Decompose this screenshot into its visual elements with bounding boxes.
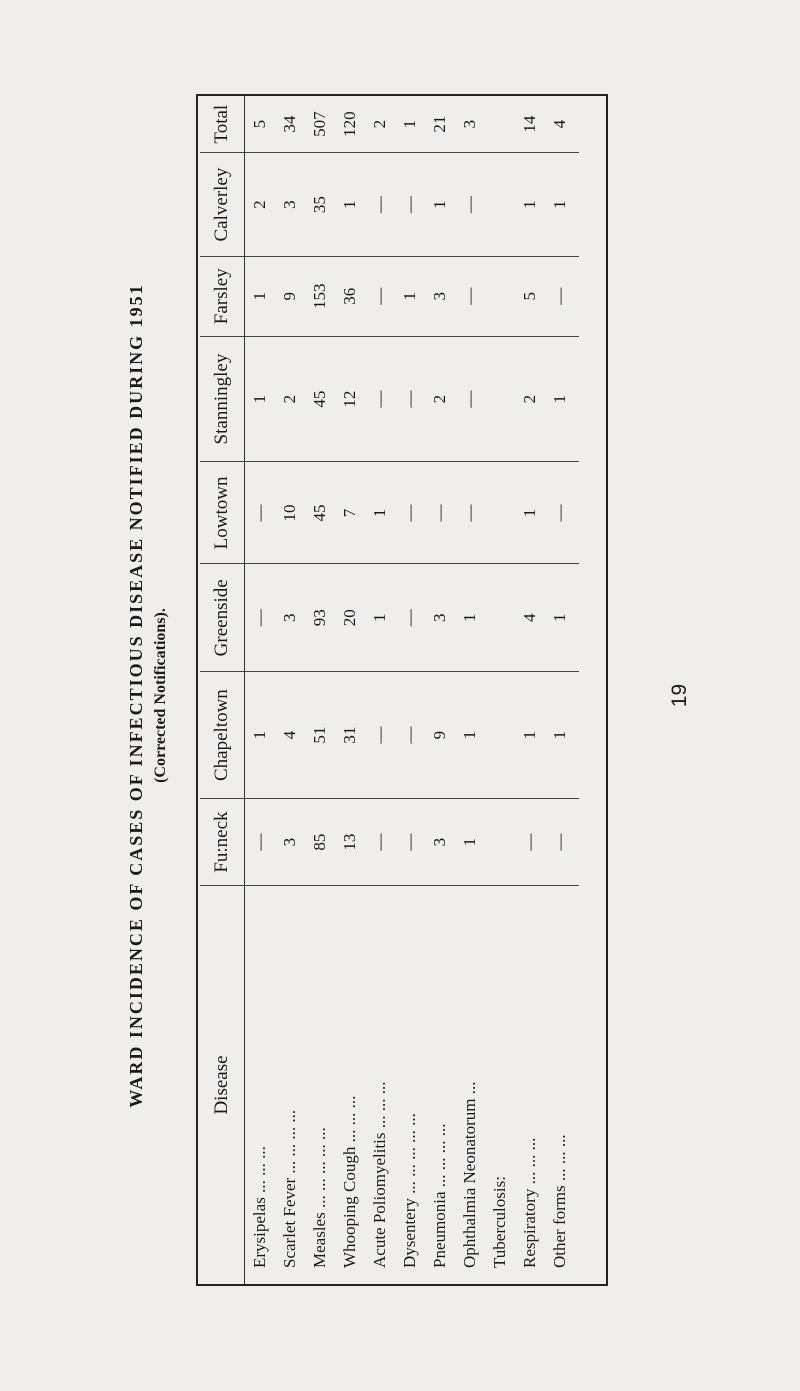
value-cell — [485, 564, 515, 672]
value-cell: — — [395, 153, 425, 256]
column-header: Lowtown — [200, 462, 245, 564]
value-cell: 1 — [365, 564, 395, 672]
table-body — [245, 96, 580, 1284]
value-cell: 120 — [335, 96, 365, 153]
page-subtitle: (Corrected Notifications). — [152, 608, 169, 783]
value-cell: — — [395, 564, 425, 672]
value-cell: 9 — [275, 256, 305, 336]
table-header — [200, 96, 245, 1284]
value-cell: 1 — [545, 672, 579, 799]
value-cell: — — [365, 799, 395, 886]
value-cell: 1 — [545, 336, 579, 462]
value-cell: 31 — [335, 672, 365, 799]
value-cell: — — [545, 799, 579, 886]
value-cell: — — [365, 336, 395, 462]
disease-cell: Pneumonia ... ... ... ... — [430, 1123, 449, 1268]
value-cell: 1 — [425, 153, 455, 256]
value-cell — [485, 96, 515, 153]
table-row — [425, 96, 455, 1284]
value-cell: — — [515, 799, 545, 886]
column-header: Stanningley — [200, 336, 245, 462]
value-cell: 1 — [545, 564, 579, 672]
table-row — [275, 96, 305, 1284]
value-cell: — — [365, 672, 395, 799]
value-cell: 1 — [455, 564, 485, 672]
value-cell: 4 — [515, 564, 545, 672]
value-cell: — — [425, 462, 455, 564]
value-cell: 45 — [305, 462, 335, 564]
value-cell: 3 — [455, 96, 485, 153]
value-cell: 1 — [545, 153, 579, 256]
disease-cell: Respiratory ... ... ... — [520, 1137, 539, 1268]
value-cell: 2 — [425, 336, 455, 462]
value-cell: 2 — [515, 336, 545, 462]
value-cell — [485, 672, 515, 799]
table-frame-bottom — [606, 94, 608, 1286]
table-row — [335, 96, 365, 1284]
value-cell: — — [365, 256, 395, 336]
disease-cell: Scarlet Fever ... ... ... ... — [280, 1109, 299, 1268]
value-cell: 3 — [275, 564, 305, 672]
value-cell: 1 — [365, 462, 395, 564]
value-cell: — — [245, 462, 276, 564]
value-cell: 1 — [455, 672, 485, 799]
value-cell: 2 — [365, 96, 395, 153]
value-cell: — — [245, 564, 276, 672]
table-row — [305, 96, 335, 1284]
table-row — [545, 96, 579, 1284]
value-cell: 35 — [305, 153, 335, 256]
value-cell: 1 — [245, 672, 276, 799]
value-cell: 5 — [515, 256, 545, 336]
disease-cell: Whooping Cough ... ... ... — [340, 1095, 359, 1268]
value-cell: — — [395, 672, 425, 799]
value-cell: 4 — [275, 672, 305, 799]
value-cell: 3 — [425, 256, 455, 336]
value-cell: 12 — [335, 336, 365, 462]
value-cell: 1 — [395, 256, 425, 336]
value-cell — [485, 799, 515, 886]
value-cell: 1 — [335, 153, 365, 256]
disease-cell: Other forms ... ... ... — [550, 1134, 569, 1268]
value-cell: 153 — [305, 256, 335, 336]
value-cell: — — [245, 799, 276, 886]
value-cell: — — [455, 256, 485, 336]
value-cell: — — [365, 153, 395, 256]
column-header: Disease — [200, 886, 245, 1285]
table-row — [395, 96, 425, 1284]
table-row — [485, 96, 515, 1284]
value-cell: 3 — [425, 799, 455, 886]
disease-cell: Acute Poliomyelitis ... ... ... — [370, 1081, 389, 1268]
value-cell: 20 — [335, 564, 365, 672]
disease-cell: Erysipelas ... ... ... — [250, 1146, 269, 1268]
value-cell: 36 — [335, 256, 365, 336]
value-cell: 85 — [305, 799, 335, 886]
value-cell: 1 — [245, 336, 276, 462]
value-cell: — — [455, 336, 485, 462]
column-header: Chapeltown — [200, 672, 245, 799]
value-cell: 13 — [335, 799, 365, 886]
value-cell: — — [455, 462, 485, 564]
ward-incidence-table — [200, 96, 579, 1284]
value-cell: 45 — [305, 336, 335, 462]
value-cell: 2 — [245, 153, 276, 256]
value-cell: 507 — [305, 96, 335, 153]
table-row — [515, 96, 545, 1284]
value-cell: 4 — [545, 96, 579, 153]
value-cell: 1 — [455, 799, 485, 886]
value-cell: 7 — [335, 462, 365, 564]
column-header: Greenside — [200, 564, 245, 672]
value-cell: — — [455, 153, 485, 256]
value-cell — [485, 256, 515, 336]
value-cell: — — [545, 462, 579, 564]
column-header: Total — [200, 96, 245, 153]
value-cell: — — [395, 462, 425, 564]
value-cell: 10 — [275, 462, 305, 564]
value-cell: 14 — [515, 96, 545, 153]
value-cell: 3 — [275, 153, 305, 256]
disease-cell: Measles ... ... ... ... ... — [310, 1127, 329, 1268]
value-cell: 3 — [425, 564, 455, 672]
value-cell: — — [395, 336, 425, 462]
column-header: Calverley — [200, 153, 245, 256]
disease-cell: Ophthalmia Neonatorum ... — [460, 1081, 479, 1268]
column-header: Fu:neck — [200, 799, 245, 886]
value-cell: 1 — [395, 96, 425, 153]
value-cell: 93 — [305, 564, 335, 672]
table-row — [245, 96, 276, 1284]
value-cell: 5 — [245, 96, 276, 153]
value-cell: — — [545, 256, 579, 336]
disease-cell: Dysentery ... ... ... ... ... — [400, 1113, 419, 1268]
value-cell: 2 — [275, 336, 305, 462]
disease-cell: Tuberculosis: — [490, 1176, 509, 1268]
value-cell: 51 — [305, 672, 335, 799]
value-cell: 21 — [425, 96, 455, 153]
value-cell — [485, 336, 515, 462]
value-cell: 1 — [515, 153, 545, 256]
table-row — [365, 96, 395, 1284]
header-row — [200, 96, 245, 1284]
table-row — [455, 96, 485, 1284]
page-title: WARD INCIDENCE OF CASES OF INFECTIOUS DISEASE NOTIFIED DURING 1951 — [126, 283, 146, 1108]
table-frame-left — [196, 1284, 608, 1286]
value-cell: 1 — [515, 462, 545, 564]
value-cell: 3 — [275, 799, 305, 886]
value-cell — [485, 462, 515, 564]
value-cell — [485, 153, 515, 256]
value-cell: 1 — [245, 256, 276, 336]
table-frame-top — [196, 94, 198, 1286]
value-cell: 9 — [425, 672, 455, 799]
value-cell: 1 — [515, 672, 545, 799]
column-header: Farsley — [200, 256, 245, 336]
value-cell: 34 — [275, 96, 305, 153]
value-cell: — — [395, 799, 425, 886]
page-number: 19 — [668, 683, 691, 708]
